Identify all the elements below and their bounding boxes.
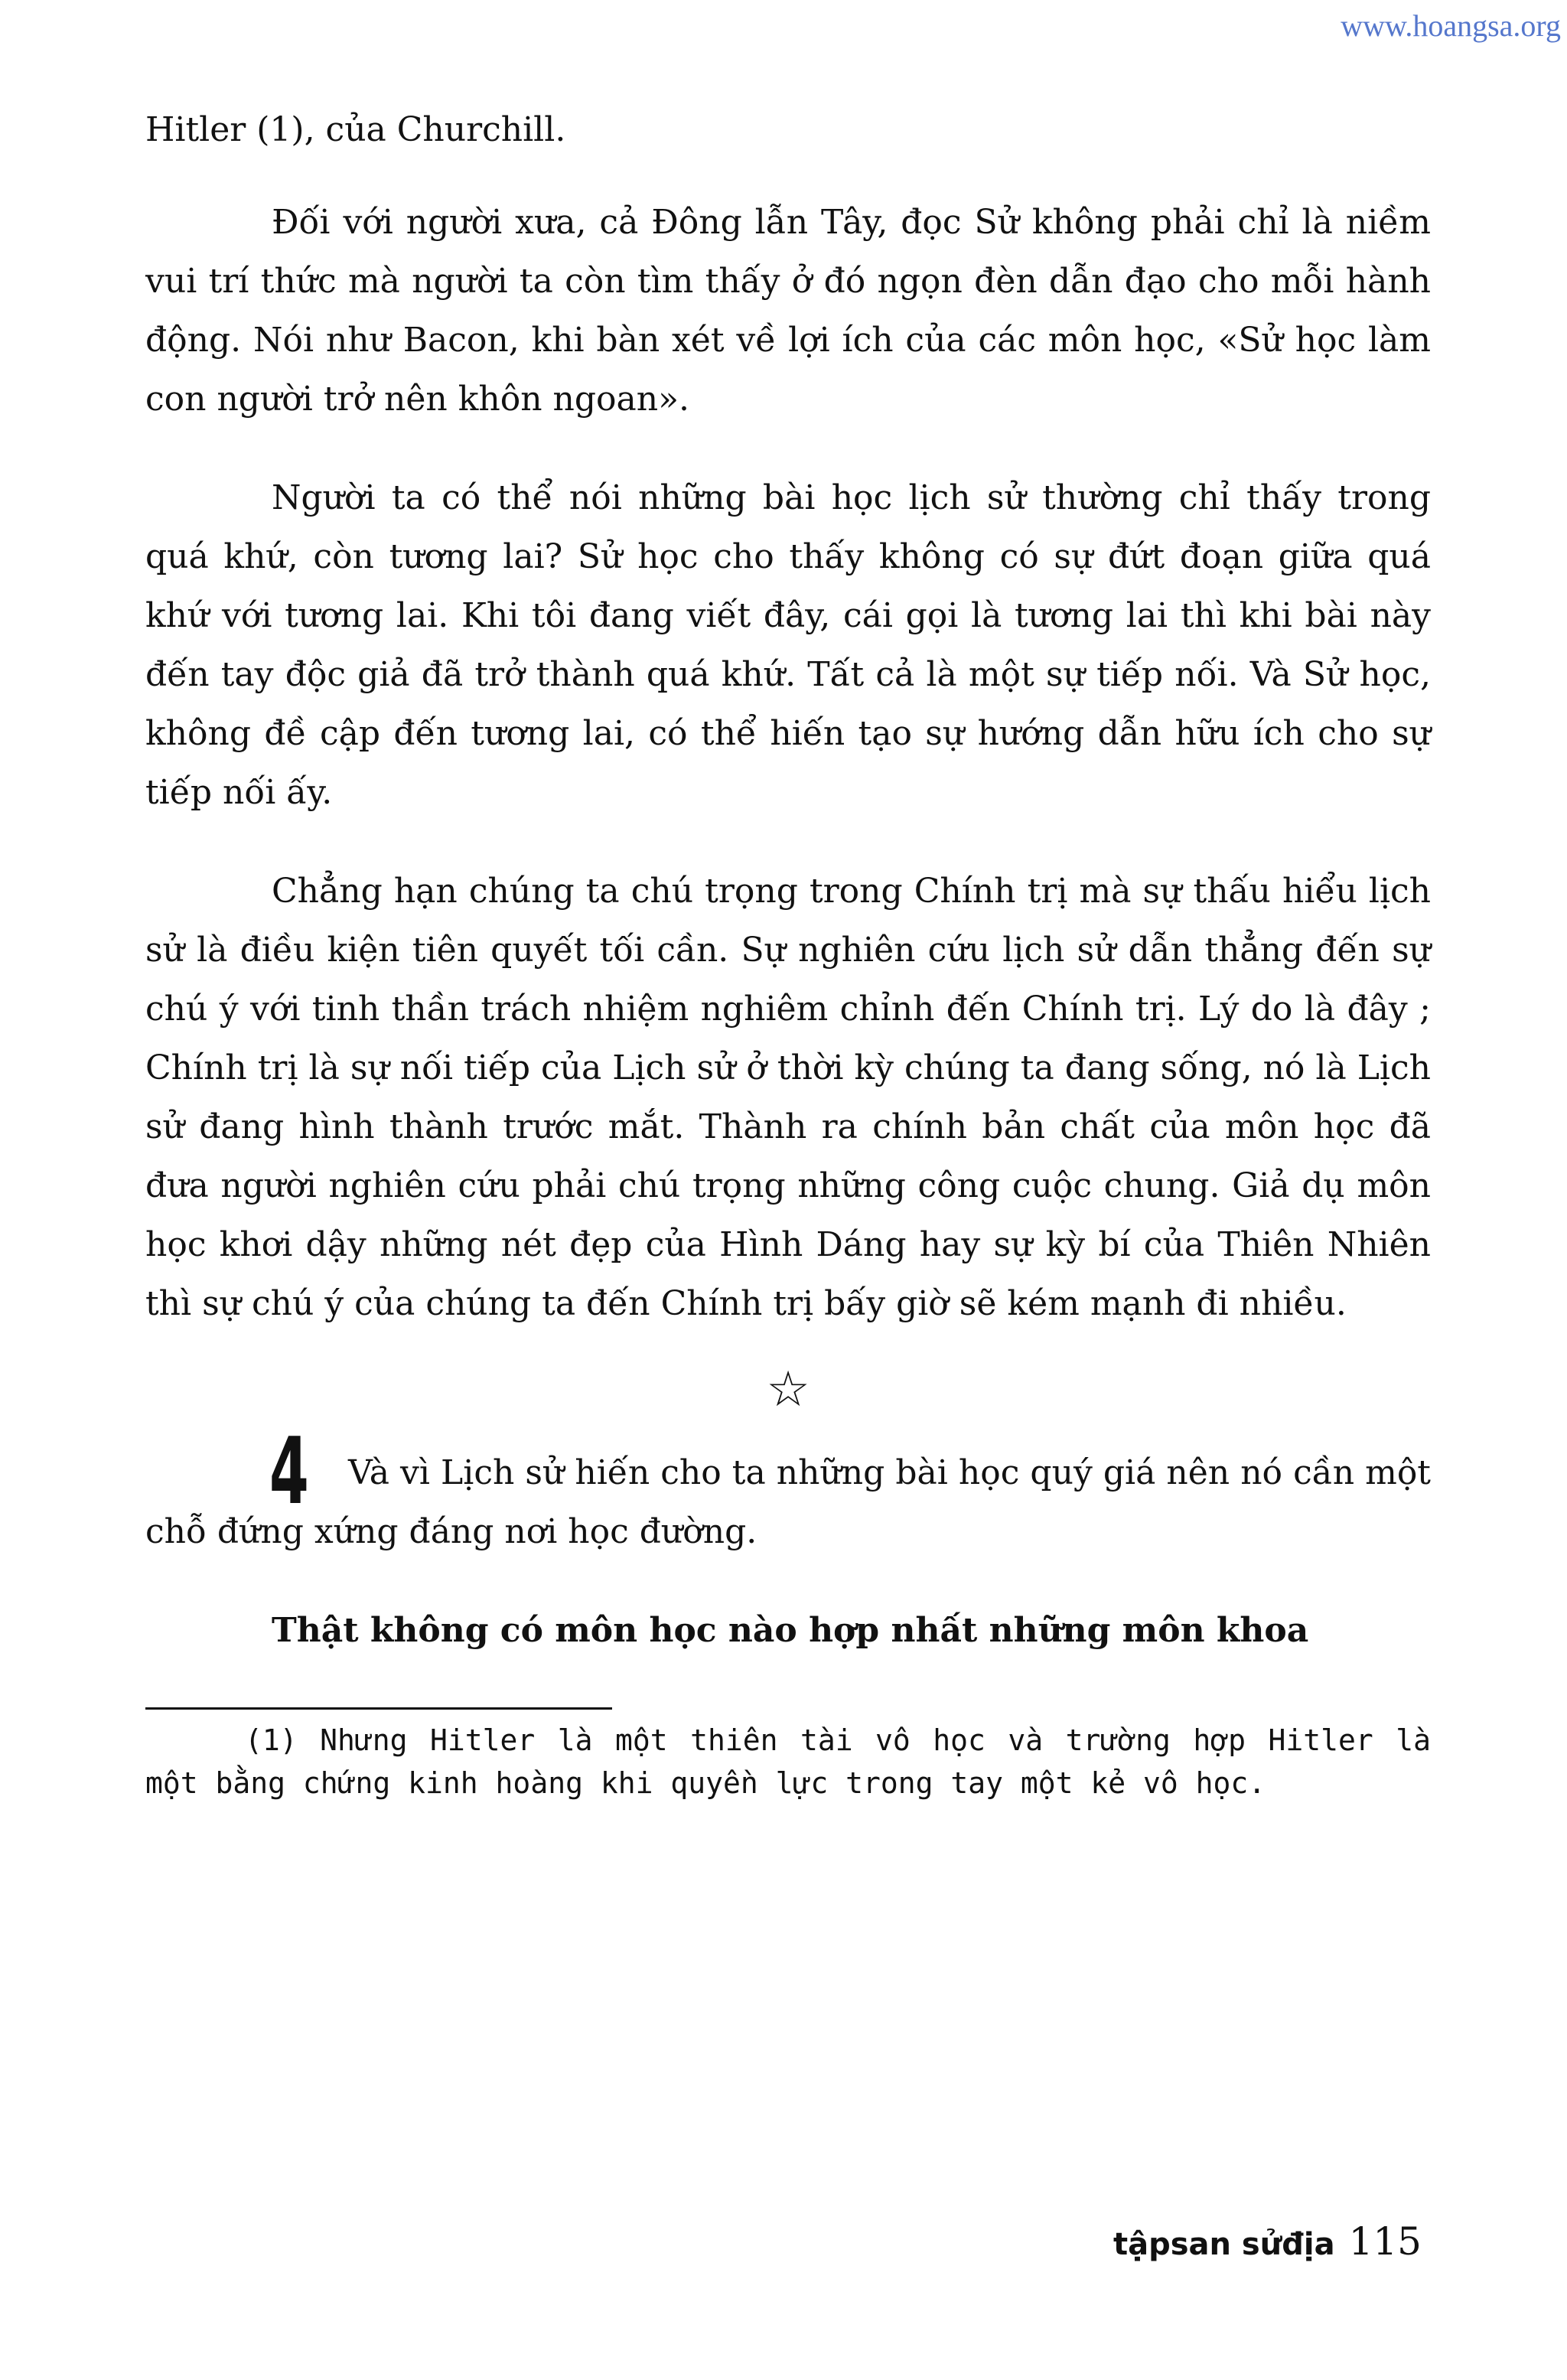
section-number: 4: [269, 1419, 309, 1525]
paragraph-2: Người ta có thể nói những bài học lịch sử thường chỉ thấy trong quá khứ, còn tương lai? Sử học cho thấy không có sự đứt đoạn giữa quá khứ với tương lai. Khi tôi đang viết đây, cái gọi là tương lai thì khi bài này đến tay độc giả đã trở thành quá khứ. Tất cả là một sự tiếp nối. Và Sử học, không đề cập đến tương lai, có thể hiến tạo sự hướng dẫn hữu ích cho sự tiếp nối ấy.: [145, 478, 1431, 812]
paragraph-last: Thật không có môn học nào hợp nhất những môn khoa: [272, 1611, 1309, 1650]
paragraph-3: Chẳng hạn chúng ta chú trọng trong Chính trị mà sự thấu hiểu lịch sử là điều kiện tiên quyết tối cần. Sự nghiên cứu lịch sử dẫn thẳng đến sự chú ý với tinh thần trách nhiệm nghiêm chỉnh đến Chính trị. Lý do là đây ; Chính trị là sự nối tiếp của Lịch sử ở thời kỳ chúng ta đang sống, nó là Lịch sử đang hình thành trước mắt. Thành ra chính bản chất của môn học đã đưa người nghiên cứu phải chú trọng những công cuộc chung. Giả dụ môn học khơi dậy những nét đẹp của Hình Dáng hay sự kỳ bí của Thiên Nhiên thì sự chú ý của chúng ta đến Chính trị bấy giờ sẽ kém mạnh đi nhiều.: [145, 872, 1431, 1323]
footnote-rule: [145, 1707, 612, 1710]
journal-name: tậpsan sửđịa: [1113, 2227, 1335, 2262]
page-footer: [1113, 2219, 1422, 2264]
page-number: 115: [1348, 2219, 1422, 2264]
footnote: (1) Nhưng Hitler là một thiên tài vô học và trường hợp Hitler là một bằng chứng kinh hoàng khi quyền lực trong tay một kẻ vô học.: [145, 1723, 1431, 1800]
paragraph-1: Đối với người xưa, cả Đông lẫn Tây, đọc Sử không phải chỉ là niềm vui trí thức mà người ta còn tìm thấy ở đó ngọn đèn dẫn đạo cho mỗi hành động. Nói như Bacon, khi bàn xét về lợi ích của các môn học, «Sử học làm con người trở nên khôn ngoan».: [145, 203, 1431, 419]
watermark-url[interactable]: www.hoangsa.org: [1341, 8, 1561, 43]
section-heading-text: Và vì Lịch sử hiến cho ta những bài học quý giá nên nó cần một chỗ đứng xứng đáng nơi học đường.: [145, 1453, 1431, 1551]
page-body: [145, 107, 1431, 1805]
section-4: [145, 1419, 1431, 1561]
star-divider-icon: ☆: [766, 1361, 810, 1418]
continuation-line: Hitler (1), của Churchill.: [145, 110, 566, 149]
